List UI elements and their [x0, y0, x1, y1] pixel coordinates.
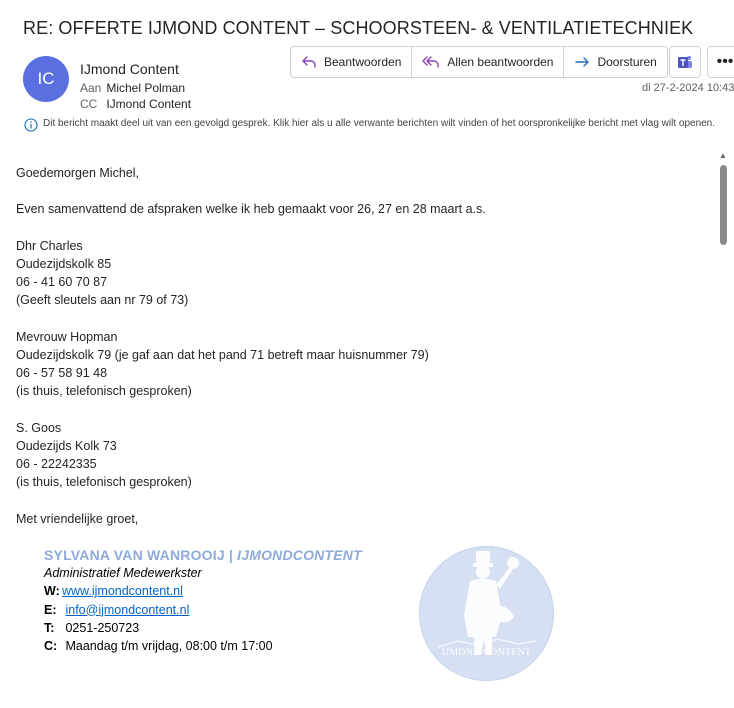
signature-hours: Maandag t/m vrijdag, 08:00 t/m 17:00: [65, 639, 273, 654]
signature-email-row: E: info@ijmondcontent.nl: [44, 602, 190, 617]
logo-text: IJMOND CONTENT: [441, 648, 532, 658]
forward-label: Doorsturen: [597, 55, 657, 69]
cc-recipient[interactable]: IJmond Content: [106, 97, 192, 111]
contact-name: S. Goos: [16, 420, 62, 435]
website-link[interactable]: www.ijmondcontent.nl: [62, 584, 183, 599]
email-subject: RE: OFFERTE IJMOND CONTENT – SCHOORSTEEN- & VENTILATIETECHNIEK: [23, 18, 694, 38]
contact-phone: 06 - 57 58 91 48: [16, 366, 108, 381]
signature-name: SYLVANA VAN WANROOIJ | IJMONDCONTENT: [44, 547, 362, 563]
message-body: [16, 164, 706, 528]
reply-icon: [301, 55, 317, 69]
signature-company: IJMONDCONTENT: [237, 547, 362, 563]
info-text: Dit bericht maakt deel uit van een gevolgd gesprek. Klik hier als u alle verwante berichten wilt vinden of het oorspronkelijke bericht met vlag wilt openen.: [43, 118, 716, 129]
contact-note: (is thuis, telefonisch gesproken): [16, 475, 192, 490]
cc-row: [80, 97, 191, 111]
scroll-up-arrow[interactable]: ▲: [719, 151, 727, 160]
reply-actions: [290, 46, 668, 78]
closing: Met vriendelijke groet,: [16, 511, 139, 526]
forward-icon: [574, 55, 590, 69]
contact-address: Oudezijdskolk 85: [16, 256, 112, 271]
to-recipient[interactable]: Michel Polman: [106, 81, 186, 95]
greeting: Goedemorgen Michel,: [16, 166, 139, 180]
to-row: [80, 81, 185, 95]
cc-label: CC: [80, 97, 98, 111]
forward-button[interactable]: [564, 47, 666, 77]
reply-all-icon: [422, 55, 440, 69]
contact-note: (Geeft sleutels aan nr 79 of 73): [16, 293, 189, 308]
contact-address: Oudezijds Kolk 73: [16, 438, 117, 453]
reply-button[interactable]: [291, 47, 412, 77]
sent-date: di 27-2-2024 10:43: [642, 82, 734, 94]
signature-phone: 0251-250723: [65, 620, 140, 635]
reply-label: Beantwoorden: [324, 55, 402, 69]
sender-name[interactable]: IJmond Content: [80, 61, 179, 77]
conversation-info-bar[interactable]: [24, 118, 724, 130]
contact-address: Oudezijdskolk 79 (je gaf aan dat het pand 71 betreft maar huisnummer 79): [16, 347, 429, 362]
scrollbar-thumb[interactable]: [720, 165, 727, 245]
teams-icon: [676, 53, 694, 71]
more-actions-button[interactable]: •••: [707, 46, 734, 78]
to-label: Aan: [80, 81, 102, 95]
contact-phone: 06 - 22242335: [16, 457, 97, 472]
signature-phone-row: T: 0251-250723: [44, 620, 140, 635]
contact-phone: 06 - 41 60 70 87: [16, 275, 108, 290]
sender-avatar[interactable]: IC: [23, 56, 69, 102]
email-signature: [44, 546, 362, 655]
intro-text: Even samenvattend de afspraken welke ik heb gemaakt voor 26, 27 en 28 maart a.s.: [16, 202, 486, 217]
signature-web-row: W: www.ijmondcontent.nl: [44, 584, 183, 599]
contact-name: Dhr Charles: [16, 238, 83, 253]
teams-button[interactable]: [669, 46, 701, 78]
info-icon: [24, 118, 38, 132]
email-link[interactable]: info@ijmondcontent.nl: [65, 602, 190, 617]
company-logo: [418, 545, 555, 682]
contact-note: (is thuis, telefonisch gesproken): [16, 384, 192, 399]
contact-name: Mevrouw Hopman: [16, 329, 118, 344]
signature-hours-row: C: Maandag t/m vrijdag, 08:00 t/m 17:00: [44, 639, 273, 654]
reply-all-label: Allen beantwoorden: [447, 55, 554, 69]
signature-role: Administratief Medewerkster: [44, 566, 202, 581]
reply-all-button[interactable]: [412, 47, 564, 77]
